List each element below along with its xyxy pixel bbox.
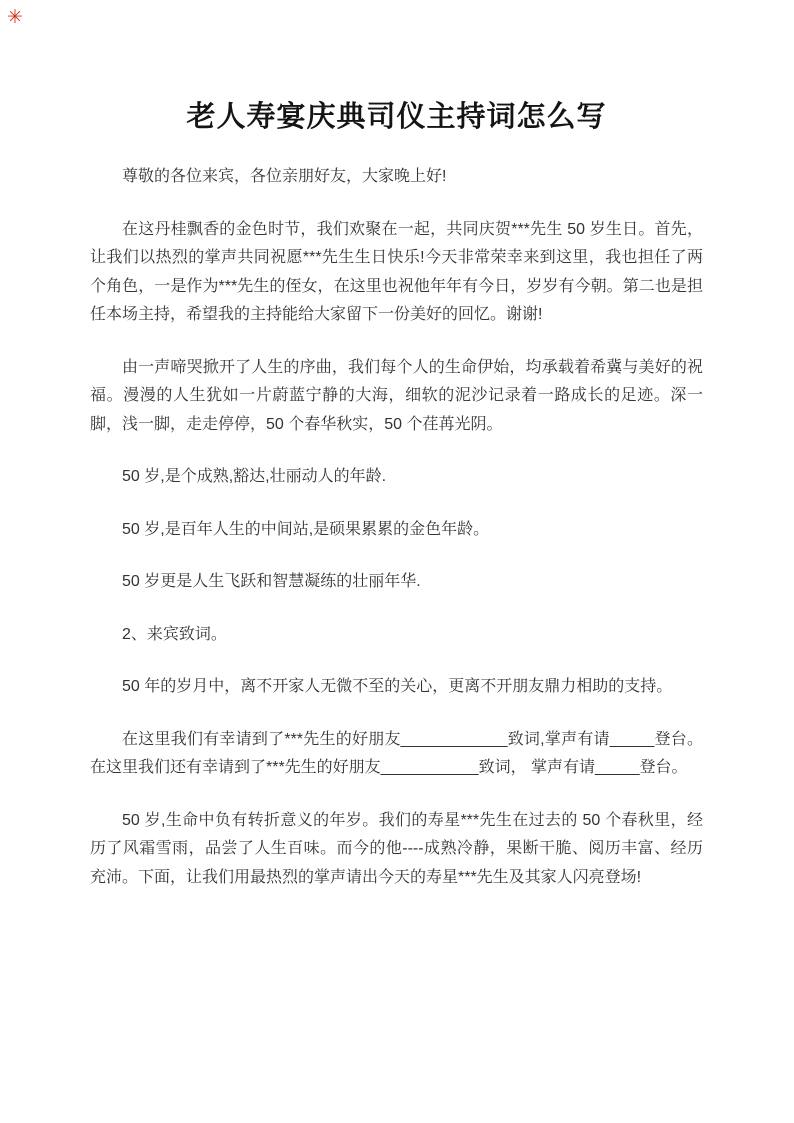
paragraph-greeting: 尊敬的各位来宾，各位亲朋好友，大家晚上好! xyxy=(122,168,447,185)
paragraph-opening: 在这丹桂飘香的金色时节，我们欢聚在一起，共同庆贺***先生 50 岁生日。首先，让我们以热烈的掌声共同祝愿***先生生日快乐!今天非常荣幸来到这里，我也担任了两个角色，一是作为***先生的侄女，在这里也祝他年年有今日，岁岁有今朝。第二也是担任本场主持，希望我的主持能给大家留下一份美好的回忆。谢谢! xyxy=(90,220,703,323)
paragraph-age-mature: 50 岁,是个成熟,豁达,壮丽动人的年龄. xyxy=(122,468,387,485)
paragraph-life-prelude: 由一声啼哭掀开了人生的序曲，我们每个人的生命伊始，均承载着希冀与美好的祝福。漫漫的人生犹如一片蔚蓝宁静的大海，细软的泥沙记录着一路成长的足迹。深一脚，浅一脚，走走停停，50 个春华秋实，50 个荏苒光阴。 xyxy=(90,358,703,433)
paragraph-guest-speech-heading: 2、来宾致词。 xyxy=(122,625,227,643)
document-body xyxy=(90,163,703,892)
paragraph-age-splendid: 50 岁更是人生飞跃和智慧凝练的壮丽年华. xyxy=(122,573,421,590)
paragraph-invite-friends: 在这里我们有幸请到了***先生的好朋友____________致词,掌声有请_____登台。在这里我们还有幸请到了***先生的好朋友___________致词， 掌声有请_____登台。 xyxy=(90,730,703,776)
paragraph-support: 50 年的岁月中，离不开家人无微不至的关心，更离不开朋友鼎力相助的支持。 xyxy=(122,678,673,695)
paragraph-invite-star: 50 岁,生命中负有转折意义的年岁。我们的寿星***先生在过去的 50 个春秋里，经历了风霜雪雨，品尝了人生百味。而今的他----成熟冷静，果断干脆、阅历丰富、经历充沛。下面，让我们用最热烈的掌声请出今天的寿星***先生及其家人闪亮登场! xyxy=(90,811,703,886)
document-title: 老人寿宴庆典司仪主持词怎么写 xyxy=(186,101,607,133)
paragraph-age-midpoint: 50 岁,是百年人生的中间站,是硕果累累的金色年龄。 xyxy=(122,520,490,538)
red-corner-mark-icon: ✳ xyxy=(7,6,23,28)
